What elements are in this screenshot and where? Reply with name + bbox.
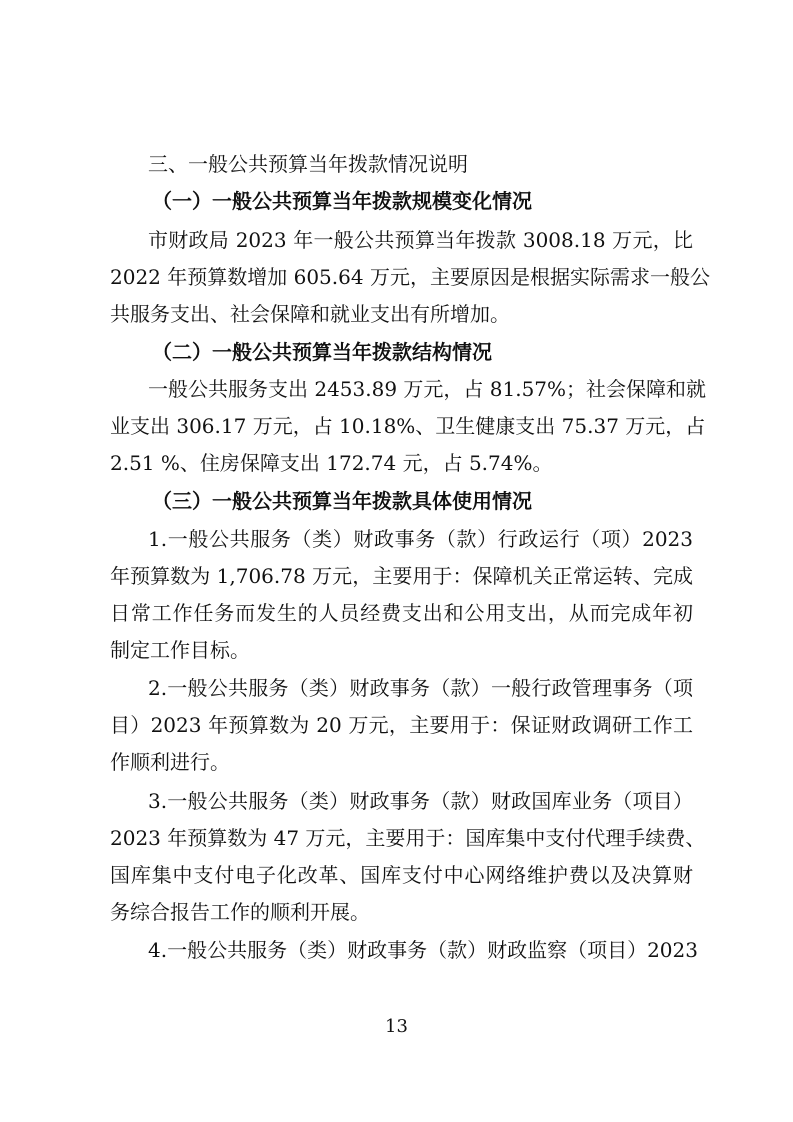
sub-heading-1: （一）一般公共预算当年拨款规模变化情况 — [152, 189, 532, 213]
paragraph-line: 作顺利进行。 — [110, 750, 230, 774]
paragraph-line: 4.一般公共服务（类）财政事务（款）财政监察（项目）2023 — [148, 938, 698, 962]
paragraph-line: 共服务支出、社会保障和就业支出有所增加。 — [110, 302, 510, 326]
paragraph-line: 1.一般公共服务（类）财政事务（款）行政运行（项）2023 — [148, 527, 693, 551]
paragraph-line: 务综合报告工作的顺利开展。 — [110, 900, 370, 924]
paragraph-line: 一般公共服务支出 2453.89 万元，占 81.57%；社会保障和就 — [148, 377, 707, 401]
paragraph-line: 市财政局 2023 年一般公共预算当年拨款 3008.18 万元，比 — [148, 228, 693, 252]
paragraph-line: 2.一般公共服务（类）财政事务（款）一般行政管理事务（项 — [148, 676, 693, 700]
sub-heading-3: （三）一般公共预算当年拨款具体使用情况 — [152, 489, 532, 513]
paragraph-line: 3.一般公共服务（类）财政事务（款）财政国库业务（项目） — [148, 789, 693, 813]
paragraph-line: 2.51 %、住房保障支出 172.74 元，占 5.74%。 — [110, 451, 553, 475]
paragraph-line: 2023 年预算数为 47 万元，主要用于：国库集中支付代理手续费、 — [110, 826, 706, 850]
paragraph-line: 日常工作任务而发生的人员经费支出和公用支出，从而完成年初 — [110, 601, 693, 625]
paragraph-line: 目）2023 年预算数为 20 万元，主要用于：保证财政调研工作工 — [110, 713, 693, 737]
paragraph-line: 制定工作目标。 — [110, 638, 250, 662]
section-title: 三、一般公共预算当年拨款情况说明 — [148, 152, 468, 176]
paragraph-line: 2022 年预算数增加 605.64 万元，主要原因是根据实际需求一般公 — [110, 265, 710, 289]
sub-heading-2: （二）一般公共预算当年拨款结构情况 — [152, 340, 492, 364]
paragraph-line: 国库集中支付电子化改革、国库支付中心网络维护费以及决算财 — [110, 863, 693, 887]
page-number: 13 — [385, 1016, 408, 1037]
paragraph-line: 年预算数为 1,706.78 万元，主要用于：保障机关正常运转、完成 — [110, 564, 693, 588]
paragraph-line: 业支出 306.17 万元，占 10.18%、卫生健康支出 75.37 万元，占 — [110, 414, 706, 438]
